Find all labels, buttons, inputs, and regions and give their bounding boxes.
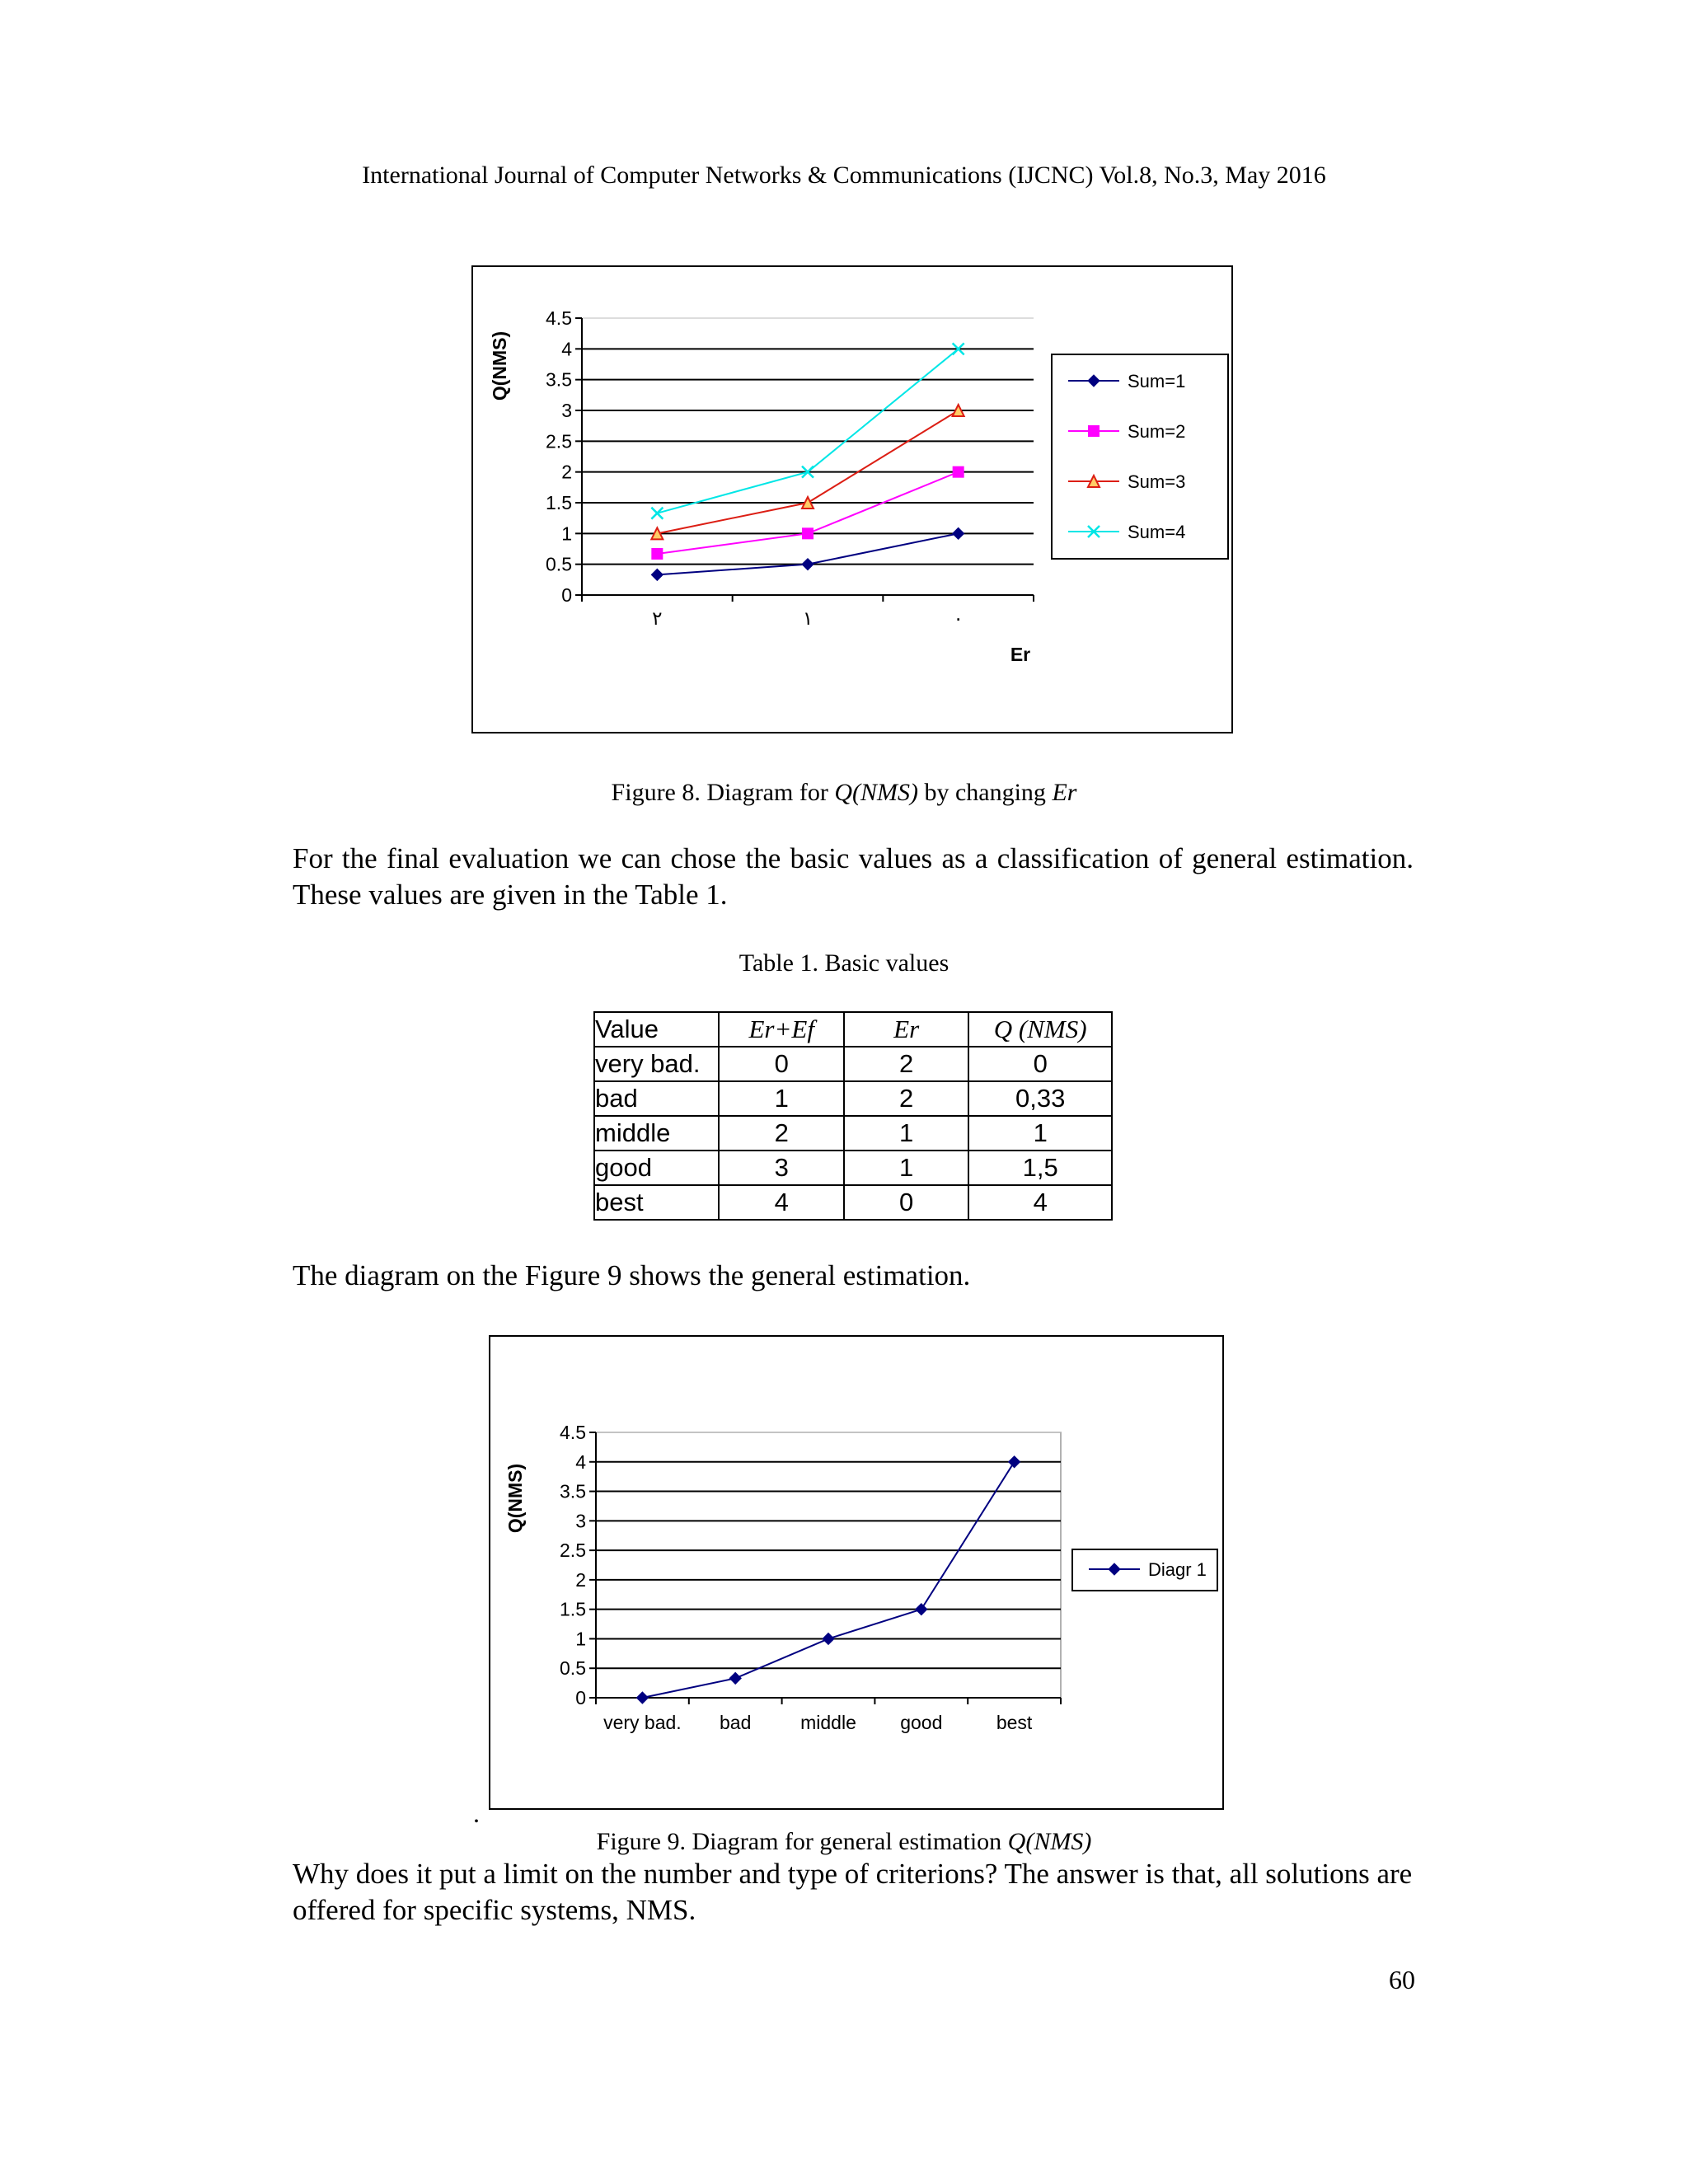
y-tick-label: 4.5: [546, 307, 572, 329]
stray-dot: .: [473, 1798, 480, 1828]
table-cell: 3: [719, 1151, 843, 1185]
y-tick-label: 1.5: [560, 1598, 586, 1620]
x-tick-label: ٠: [953, 607, 964, 629]
legend-label: Sum=3: [1128, 471, 1186, 492]
y-tick-label: 3: [575, 1510, 586, 1532]
y-tick-label: 0.5: [546, 553, 572, 575]
table-cell: 1: [719, 1081, 843, 1116]
y-tick-label: 3: [561, 400, 572, 421]
x-tick-label: bad: [720, 1712, 752, 1733]
figure8-chart: [473, 267, 1231, 732]
y-tick-label: 0.5: [560, 1657, 586, 1680]
figure9-frame: [489, 1335, 1224, 1810]
table-header-er-ef: Er+Ef: [719, 1012, 843, 1047]
legend-marker: [1088, 425, 1100, 437]
table-cell: 2: [844, 1081, 968, 1116]
figure9-caption: [0, 1828, 1688, 1856]
table-header-row: [594, 1012, 1112, 1047]
series-line-4: [657, 349, 958, 513]
table-cell: bad: [594, 1081, 719, 1116]
legend-label: Sum=2: [1128, 421, 1186, 442]
legend-label: Diagr 1: [1148, 1559, 1207, 1580]
figure8-frame: [471, 265, 1233, 733]
table-cell: 1,5: [968, 1151, 1112, 1185]
x-tick-label: ١: [802, 607, 814, 629]
legend-label: Sum=1: [1128, 371, 1186, 391]
x-tick-label: middle: [800, 1712, 856, 1733]
table-cell: 1: [968, 1116, 1112, 1151]
x-tick-label: good: [900, 1712, 943, 1733]
legend-label: Sum=4: [1128, 522, 1186, 542]
y-tick-label: 4: [561, 338, 572, 360]
figure8-caption-mid: by changing: [917, 779, 1053, 806]
y-tick-label: 2.5: [546, 430, 572, 452]
x-axis-label: Er: [1010, 644, 1031, 665]
table-cell: 2: [719, 1116, 843, 1151]
y-tick-label: 2: [561, 461, 572, 483]
figure9-caption-em: Q(NMS): [1007, 1828, 1092, 1855]
paragraph-1: For the final evaluation we can chose the basic values as a classification of general estimation. These values are given in the Table 1.: [293, 842, 1414, 911]
x-tick-label: ٢: [652, 607, 663, 629]
y-axis-label: Q(NMS): [489, 330, 510, 401]
table-cell: good: [594, 1151, 719, 1185]
y-tick-label: 0: [561, 584, 572, 606]
table-cell: 4: [968, 1185, 1112, 1220]
y-tick-label: 1: [575, 1628, 586, 1650]
table-cell: 0: [968, 1047, 1112, 1081]
table-cell: middle: [594, 1116, 719, 1151]
table-cell: 4: [719, 1185, 843, 1220]
x-tick-label: best: [996, 1712, 1033, 1733]
data-point: [651, 569, 663, 580]
page-number: 60: [1389, 1965, 1415, 1994]
figure8-caption-prefix: Figure 8. Diagram for: [611, 779, 835, 806]
data-point: [651, 508, 663, 519]
table-header-q-nms: Q (NMS): [968, 1012, 1112, 1047]
data-point: [823, 1633, 834, 1644]
y-tick-label: 3.5: [546, 368, 572, 391]
table-row: [594, 1081, 1112, 1116]
paragraph-2: The diagram on the Figure 9 shows the general estimation.: [293, 1259, 971, 1291]
figure8-caption-em2: Er: [1052, 779, 1077, 806]
y-tick-label: 4.5: [560, 1422, 586, 1443]
figure9-chart: [490, 1337, 1222, 1808]
y-tick-label: 0: [575, 1687, 586, 1708]
table-header-value: Value: [594, 1012, 719, 1047]
y-tick-label: 3.5: [560, 1480, 586, 1502]
data-point: [916, 1604, 927, 1615]
table-cell: 1: [844, 1116, 968, 1151]
y-tick-label: 1.5: [546, 492, 572, 513]
table-row: [594, 1047, 1112, 1081]
figure9-caption-prefix: Figure 9. Diagram for general estimation: [596, 1828, 1008, 1855]
table-cell: best: [594, 1185, 719, 1220]
series-line-2: [657, 472, 958, 554]
table-row: [594, 1151, 1112, 1185]
table-header-er: Er: [844, 1012, 968, 1047]
data-point: [651, 548, 663, 560]
table1-caption: Table 1. Basic values: [738, 949, 950, 977]
y-tick-label: 1: [561, 523, 572, 545]
basic-values-table: [593, 1011, 1113, 1221]
table-row: [594, 1185, 1112, 1220]
data-point: [729, 1672, 741, 1684]
table-cell: 1: [844, 1151, 968, 1185]
y-tick-label: 2: [575, 1568, 586, 1591]
y-axis-label: Q(NMS): [504, 1463, 526, 1534]
y-tick-label: 4: [575, 1451, 586, 1473]
table-cell: 2: [844, 1047, 968, 1081]
figure8-caption-em1: Q(NMS): [834, 779, 918, 806]
data-point: [953, 466, 964, 478]
table-row: [594, 1116, 1112, 1151]
data-point: [802, 559, 814, 570]
plot-area-border: [596, 1432, 1061, 1698]
data-point: [802, 527, 814, 539]
data-point: [953, 527, 964, 539]
y-tick-label: 2.5: [560, 1540, 586, 1562]
table-cell: 0: [844, 1185, 968, 1220]
data-point: [636, 1692, 648, 1704]
table-cell: 0,33: [968, 1081, 1112, 1116]
data-point: [1009, 1456, 1020, 1468]
table-cell: very bad.: [594, 1047, 719, 1081]
figure8-caption: [0, 779, 1688, 807]
table-cell: 0: [719, 1047, 843, 1081]
journal-header: International Journal of Computer Networks & Communications (IJCNC) Vol.8, No.3, May 2016: [362, 162, 1326, 189]
paragraph-3: Why does it put a limit on the number and type of criterions? The answer is that, all solutions are offered for specific systems, NMS.: [293, 1858, 1413, 1926]
x-tick-label: very bad.: [603, 1712, 682, 1733]
